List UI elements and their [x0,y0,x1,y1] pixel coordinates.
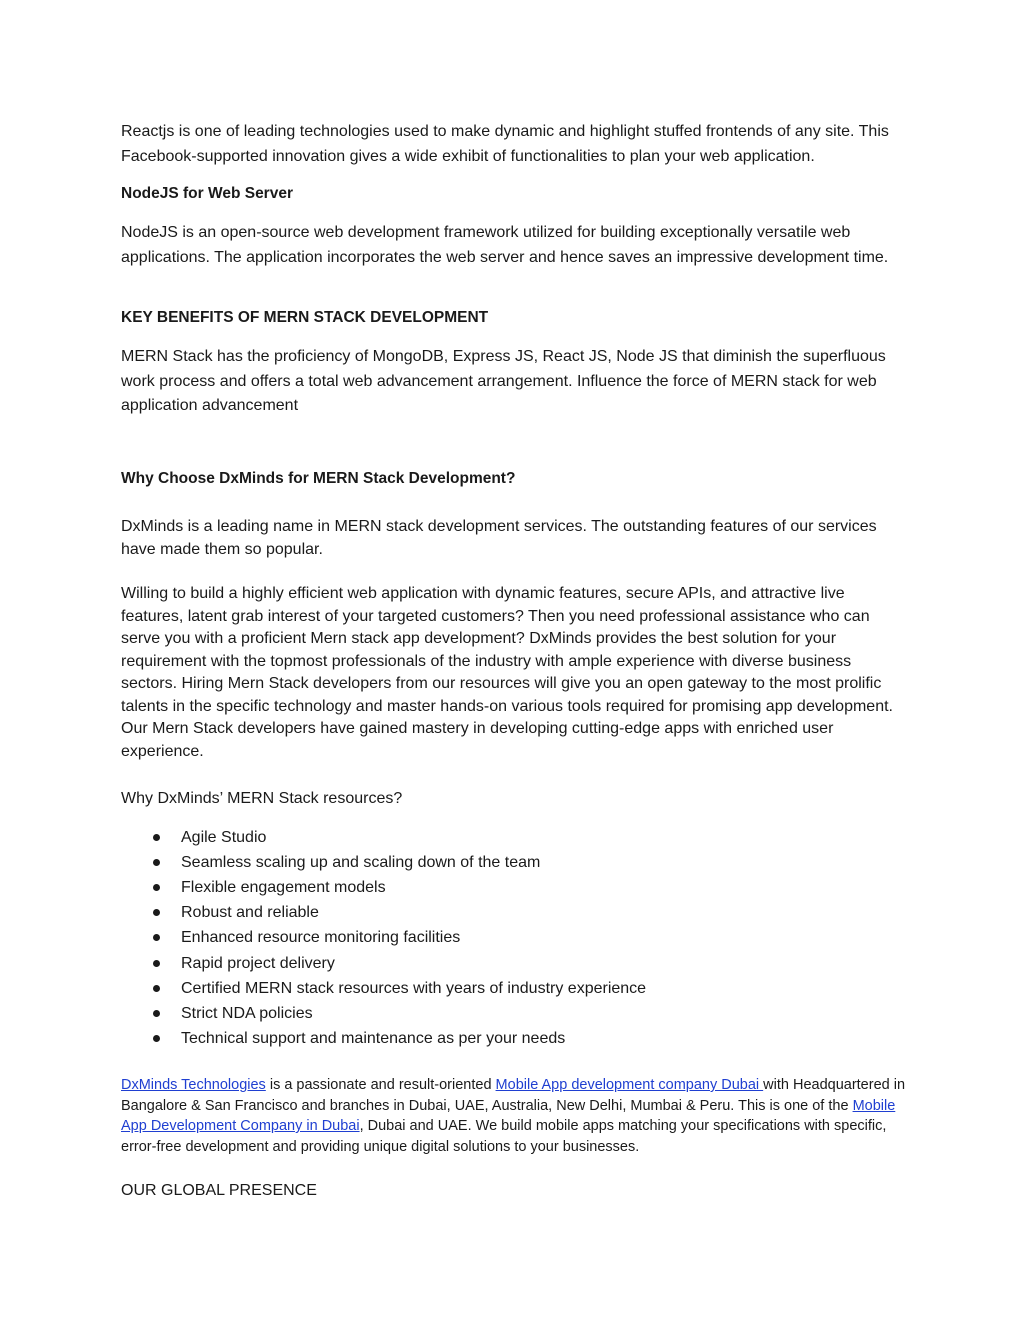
mobile-app-company-dubai-link[interactable]: Mobile App development company Dubai [495,1077,764,1093]
resources-list [121,825,911,1052]
list-item [121,1026,911,1051]
list-item [121,951,911,976]
dxminds-technologies-link[interactable]: DxMinds Technologies [121,1077,266,1093]
bullet-icon [153,834,160,841]
footer-section [121,1075,911,1203]
list-item-label: Agile Studio [181,828,267,846]
why-choose-heading: Why Choose DxMinds for MERN Stack Development? [121,470,516,487]
bullet-icon [153,985,160,992]
list-item [121,976,911,1001]
node-section [121,184,911,270]
resources-question: Why DxMinds’ MERN Stack resources? [121,790,403,807]
why-choose-paragraph-2: Willing to build a highly efficient web application with dynamic features, secure APIs, and attractive live features, latent grab interest of your targeted customers? Then you need professional assistance who can serve you with a proficient Mern stack app development? DxMinds provides the best solution for your requirement with the topmost professionals of the industry with ample experience with diverse business sectors. Hiring Mern Stack developers from our resources will give you an open gateway to the most prolific talents in the specific technology and master hands-on various tools required for promising app development. Our Mern Stack developers have gained mastery in developing cutting-edge apps with enriched user experience. [121,585,893,760]
footer-paragraph [121,1075,911,1157]
bullet-icon [153,859,160,866]
bullet-icon [153,884,160,891]
list-item-label: Flexible engagement models [181,878,386,896]
benefits-heading: KEY BENEFITS OF MERN STACK DEVELOPMENT [121,309,489,326]
list-item [121,850,911,875]
list-item [121,875,911,900]
node-paragraph: NodeJS is an open-source web development framework utilized for building exceptionally versatile web applications. The application incorporates the web server and hence saves an impressive development time. [121,224,889,266]
react-section [121,120,911,169]
mobile-app-development-company-in-dubai-link[interactable]: Mobile App Development Company in Dubai [121,1097,896,1134]
bullet-icon [153,1010,160,1017]
footer-text-3: , Dubai and UAE. We build mobile apps matching your specifications with specific, error-free development and providing unique digital solutions to your businesses. [121,1118,887,1155]
benefits-section [121,308,911,419]
list-item-label: Strict NDA policies [181,1004,313,1022]
benefits-paragraph: MERN Stack has the proficiency of MongoDB, Express JS, React JS, Node JS that diminish the superfluous work process and offers a total web advancement arrangement. Influence the force of MERN stack for web application advancement [121,348,886,414]
footer-text-2: with Headquartered in Bangalore & San Francisco and branches in Dubai, UAE, Australia, New Delhi, Mumbai & Peru. This is one of the [121,1077,906,1114]
node-heading: NodeJS for Web Server [121,185,293,202]
bullet-icon [153,1035,160,1042]
react-paragraph: Reactjs is one of leading technologies used to make dynamic and highlight stuffed frontends of any site. This Facebook-supported innovation gives a wide exhibit of functionalities to plan your web application. [121,123,889,165]
list-item-label: Robust and reliable [181,904,319,922]
list-item [121,1001,911,1026]
list-item-label: Enhanced resource monitoring facilities [181,929,461,947]
list-item-label: Certified MERN stack resources with years of industry experience [181,979,647,997]
global-presence-heading: OUR GLOBAL PRESENCE [121,1182,317,1199]
why-choose-paragraph-1: DxMinds is a leading name in MERN stack development services. The outstanding features of our services have made them so popular. [121,518,877,558]
list-item [121,925,911,950]
list-item [121,900,911,925]
resources-section [121,788,911,1051]
bullet-icon [153,934,160,941]
footer-text-1: is a passionate and result-oriented [265,1077,496,1093]
why-choose-section [121,469,911,763]
bullet-icon [153,909,160,916]
list-item-label: Rapid project delivery [181,954,335,972]
list-item-label: Seamless scaling up and scaling down of the team [181,853,541,871]
list-item [121,825,911,850]
list-item-label: Technical support and maintenance as per your needs [181,1030,566,1048]
bullet-icon [153,960,160,967]
